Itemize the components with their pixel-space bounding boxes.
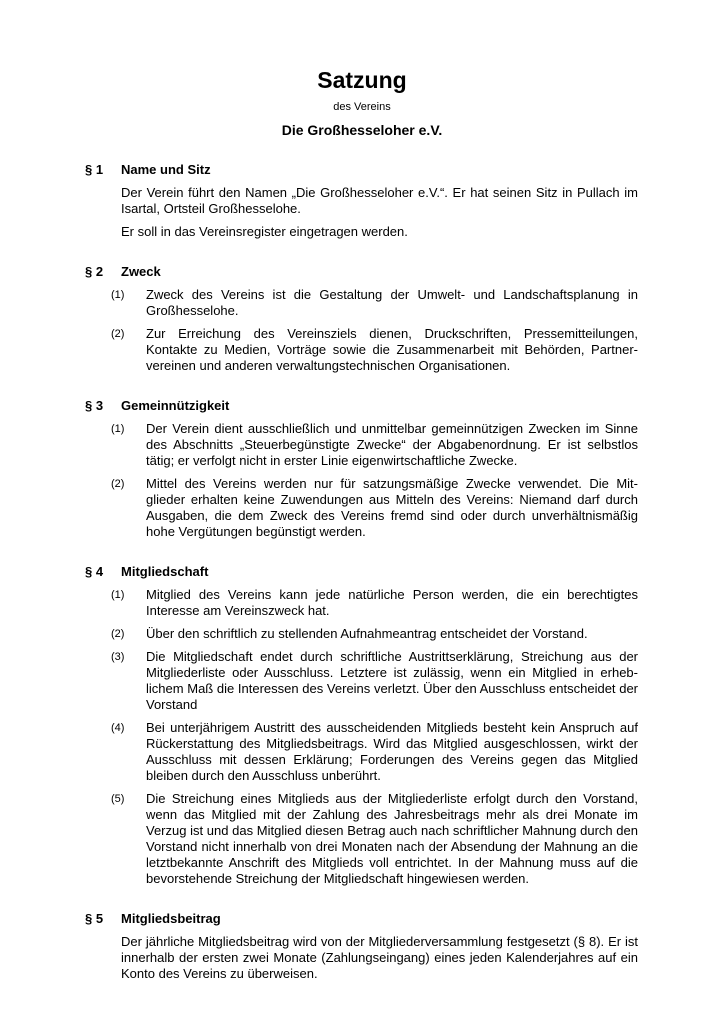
item-number: (2) <box>111 328 125 340</box>
section-number: § 5 <box>85 911 104 926</box>
list-item <box>85 287 638 319</box>
item-text: Mittel des Vereins werden nur für satzungsmäßige Zwecke verwendet. Die Mit-glieder erhalten keine Zuwendungen aus Mitteln des Vereins: Niemand darf durch Ausgaben, die dem Zweck des Vereins fremd sind oder durch unverhältnismäßig hohe Vergütungen begünstigt werden. <box>146 476 638 539</box>
list-item <box>85 626 638 642</box>
item-number: (1) <box>111 589 125 601</box>
document-title: Satzung <box>317 67 407 93</box>
list-item <box>85 587 638 619</box>
section-number: § 2 <box>85 264 104 279</box>
section-heading <box>85 398 638 414</box>
paragraph: Der Verein führt den Namen „Die Großhesseloher e.V.“. Er hat seinen Sitz in Pullach im Isartal, Ortsteil Großhesselohe. <box>121 185 638 216</box>
section-number: § 4 <box>85 564 104 579</box>
section-heading <box>85 911 638 927</box>
section-5 <box>85 911 638 982</box>
section-2 <box>85 264 638 374</box>
list-item <box>85 421 638 469</box>
item-text: Zweck des Vereins ist die Gestaltung der Umwelt- und Landschaftsplanung in Großhesselohe. <box>146 287 638 318</box>
section-number: § 1 <box>85 162 104 177</box>
section-number: § 3 <box>85 398 104 413</box>
item-number: (1) <box>111 423 125 435</box>
item-text: Zur Erreichung des Vereinsziels dienen, Druckschriften, Pressemitteilungen, Kontakte zu Medien, Vorträge sowie die Zusammenarbeit mit Behörden, Partner-vereinen und anderen verwaltungstechnischen Organisationen. <box>146 326 638 373</box>
section-title: Gemeinnützigkeit <box>121 398 230 413</box>
section-4 <box>85 564 638 887</box>
item-text: Die Streichung eines Mitglieds aus der Mitgliederliste erfolgt durch den Vorstand, wenn das Mitglied mit der Zahlung des Jahresbeitrags mehr als drei Monate im Verzug ist und das Mitglied diesen Betrag auch nach schriftlicher Mahnung durch den Vorstand nicht innerhalb von drei Monaten nach der Absendung der Mahnung an die letztbekannte Anschrift des Mitglieds voll entrichtet. In der Mahnung muss auf die bevorstehende Streichung der Mitgliedschaft hingewiesen werden. <box>146 791 638 886</box>
item-number: (4) <box>111 722 125 734</box>
document-body <box>85 162 638 989</box>
section-1 <box>85 162 638 240</box>
paragraph: Der jährliche Mitgliedsbeitrag wird von der Mitgliederversammlung festgesetzt (§ 8). Er ist innerhalb der ersten zwei Monate (Zahlungseingang) eines jeden Kalenderjahres auf ein Konto des Vereins zu überweisen. <box>121 934 638 981</box>
item-number: (1) <box>111 289 125 301</box>
paragraph: Er soll in das Vereinsregister eingetragen werden. <box>121 224 408 239</box>
item-text: Der Verein dient ausschließlich und unmittelbar gemeinnützigen Zwecken im Sinne des Abschnitts „Steuerbegünstigte Zwecke“ der Abgabenordnung. Er ist selbstlos tätig; er verfolgt nicht in erster Linie eigenwirtschaftliche Zwecke. <box>146 421 638 468</box>
item-text: Mitglied des Vereins kann jede natürliche Person werden, die ein berechtigtes Interesse am Vereinszweck hat. <box>146 587 638 618</box>
section-title: Mitgliedsbeitrag <box>121 911 221 926</box>
list-item <box>85 720 638 784</box>
section-title: Mitgliedschaft <box>121 564 209 579</box>
section-3 <box>85 398 638 540</box>
item-number: (2) <box>111 478 125 490</box>
item-number: (5) <box>111 793 125 805</box>
list-item <box>85 649 638 713</box>
list-item <box>85 476 638 540</box>
section-heading <box>85 162 638 178</box>
section-title: Zweck <box>121 264 161 279</box>
item-text: Die Mitgliedschaft endet durch schriftliche Austrittserklärung, Streichung aus der Mitgliederliste oder Ausschluss. Letztere ist zulässig, wenn ein Mitglied in erheb-lichem Maß die Interessen des Vereins verletzt. Über den Ausschluss entscheidet der Vorstand <box>146 649 638 712</box>
item-text: Bei unterjährigem Austritt des ausscheidenden Mitglieds besteht kein Anspruch auf Rückerstattung des Mitgliedsbeitrags. Wird das Mitglied ausgeschlossen, wirkt der Ausschluss mit dessen Erklärung; Forderungen des Vereins gegen das Mitglied bleiben durch den Ausschluss unberührt. <box>146 720 638 783</box>
section-heading <box>85 264 638 280</box>
list-item <box>85 326 638 374</box>
item-number: (2) <box>111 628 125 640</box>
document-subtitle: des Vereins <box>333 101 391 113</box>
section-heading <box>85 564 638 580</box>
list-item <box>85 791 638 887</box>
association-name: Die Großhesseloher e.V. <box>281 122 443 138</box>
item-text: Über den schriftlich zu stellenden Aufnahmeantrag entscheidet der Vorstand. <box>146 626 588 641</box>
item-number: (3) <box>111 651 125 663</box>
section-title: Name und Sitz <box>121 162 211 177</box>
